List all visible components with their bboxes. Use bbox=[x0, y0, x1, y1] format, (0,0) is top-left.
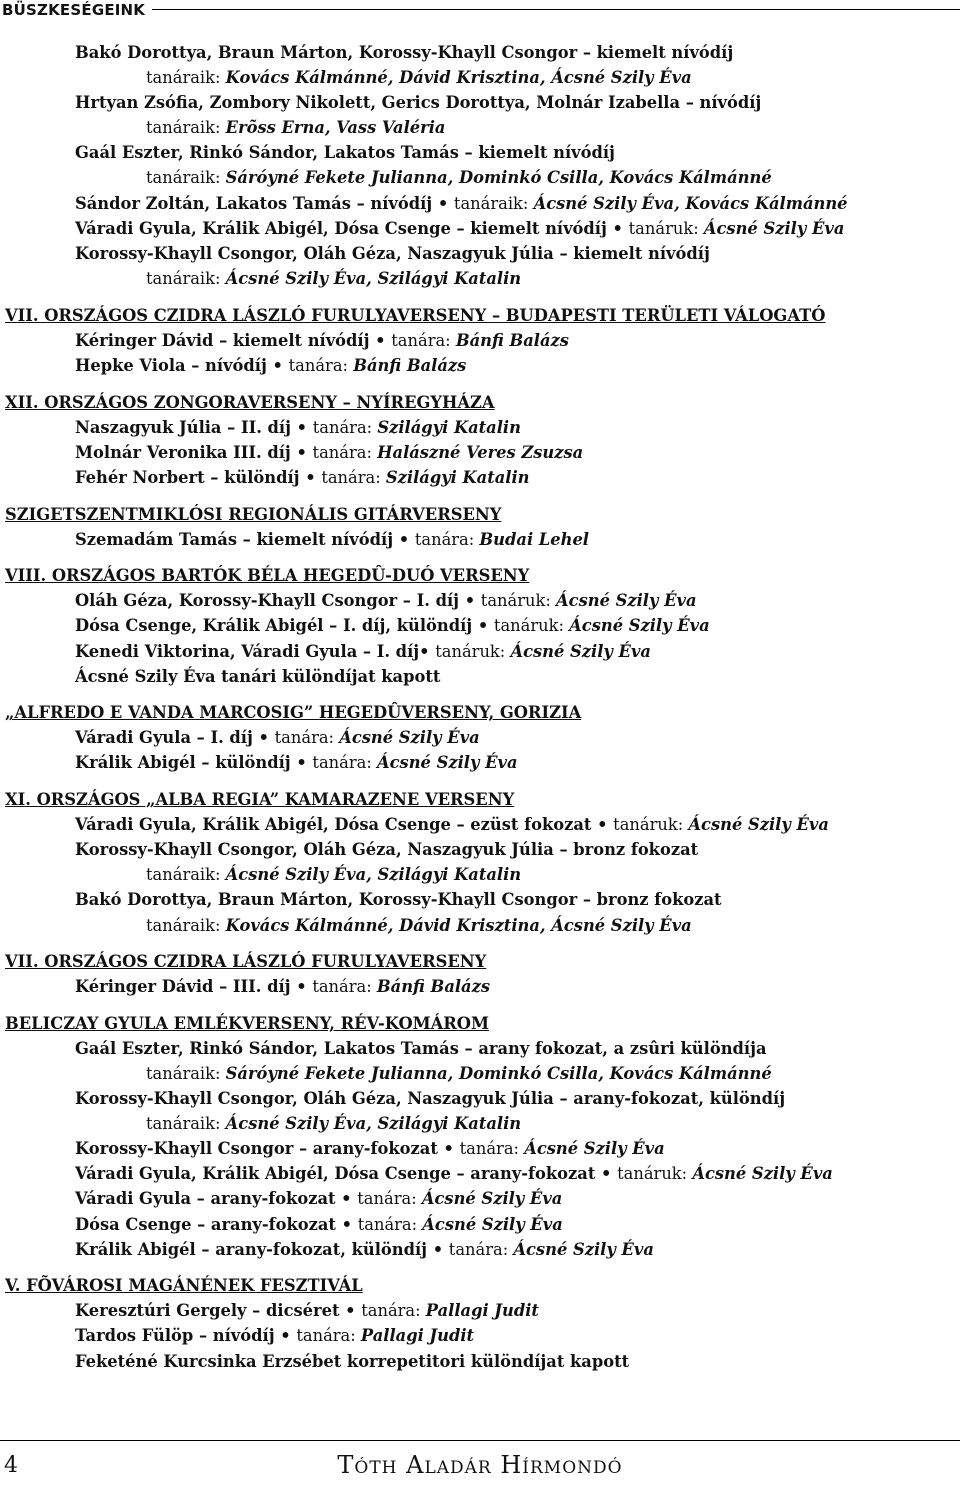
teacher-line bbox=[0, 913, 960, 938]
award-text: Králik Abigél – különdíj • bbox=[75, 753, 313, 773]
teacher-label: tanáruk: bbox=[613, 815, 689, 835]
teacher-label: tanára: bbox=[312, 977, 377, 997]
award-text: Korossy-Khayll Csongor, Oláh Géza, Naszagyuk Júlia – arany-fokozat, különdíj bbox=[75, 1089, 786, 1109]
heading-text: VIII. ORSZÁGOS BARTÓK BÉLA HEGEDÛ-DUÓ VERSENY bbox=[5, 566, 530, 586]
award-text: Kéringer Dávid – kiemelt nívódíj • bbox=[75, 331, 392, 351]
teacher-names: Ácsné Szily Éva bbox=[688, 815, 829, 835]
award-text: Molnár Veronika III. díj • bbox=[75, 442, 313, 462]
heading-text: BELICZAY GYULA EMLÉKVERSENY, RÉV-KOMÁROM bbox=[5, 1013, 490, 1033]
award-text: Kéringer Dávid – III. díj • bbox=[75, 977, 313, 997]
award-text: Szemadám Tamás – kiemelt nívódíj • bbox=[75, 529, 415, 549]
award-entry bbox=[0, 241, 960, 266]
award-entry bbox=[0, 1136, 960, 1161]
award-text: Dósa Csenge – arany-fokozat • bbox=[75, 1214, 358, 1234]
teacher-label: tanára: bbox=[321, 468, 386, 487]
award-entry bbox=[0, 140, 960, 165]
teacher-label: tanára: bbox=[312, 442, 378, 462]
award-text: Keresztúri Gergely – dicséret • bbox=[75, 1301, 362, 1321]
teacher-names: Ácsné Szily Éva, Kovács Kálmánné bbox=[533, 193, 848, 213]
award-text: Váradi Gyula – arany-fokozat • bbox=[75, 1189, 358, 1209]
award-entry bbox=[0, 1086, 960, 1111]
teacher-names: Budai Lehel bbox=[479, 529, 589, 549]
award-text: Kenedi Viktorina, Váradi Gyula – I. díj• bbox=[75, 641, 436, 661]
award-entry bbox=[0, 1036, 960, 1061]
section-title: BÜSZKESÉGEINK bbox=[2, 1, 146, 19]
award-entry bbox=[0, 1237, 960, 1262]
competition-heading bbox=[0, 563, 960, 588]
teacher-names: Ácsné Szily Éva bbox=[524, 1139, 665, 1159]
competition-heading bbox=[0, 1011, 960, 1036]
teacher-line bbox=[0, 115, 960, 140]
award-entry bbox=[0, 216, 960, 241]
teacher-label: tanára: bbox=[391, 331, 456, 351]
award-text: Hrtyan Zsófia, Zombory Nikolett, Gerics Dorottya, Molnár Izabella – nívódíj bbox=[75, 93, 762, 113]
teacher-label: tanáraik: bbox=[146, 68, 226, 88]
competition-heading bbox=[0, 303, 960, 328]
award-text: Naszagyuk Júlia – II. díj • bbox=[75, 417, 313, 437]
competition-heading bbox=[0, 1273, 960, 1298]
award-entry bbox=[0, 328, 960, 353]
award-text: Váradi Gyula – I. díj • bbox=[75, 728, 275, 748]
teacher-names: Szilágyi Katalin bbox=[385, 468, 530, 487]
competition-heading bbox=[0, 700, 960, 725]
teacher-line bbox=[0, 65, 960, 90]
teacher-label: tanáraik: bbox=[146, 118, 226, 138]
teacher-names: Ácsné Szily Éva bbox=[556, 591, 697, 611]
award-text: Ácsné Szily Éva tanári különdíjat kapott bbox=[75, 666, 441, 686]
publication-title: Tóth Aladár Hírmondó bbox=[337, 1451, 623, 1479]
award-text: Feketéné Kurcsinka Erzsébet korrepetitori különdíjat kapott bbox=[75, 1351, 630, 1371]
award-text: Fehér Norbert – különdíj • bbox=[75, 468, 322, 487]
teacher-names: Ácsné Szily Éva bbox=[339, 728, 480, 748]
teacher-names: Bánfi Balázs bbox=[455, 331, 569, 351]
teacher-names: Ácsné Szily Éva bbox=[421, 1189, 563, 1209]
teacher-label: tanáraik: bbox=[146, 915, 226, 935]
teacher-label: tanára: bbox=[312, 417, 378, 437]
award-entry bbox=[0, 527, 960, 552]
teacher-label: tanáruk: bbox=[493, 616, 570, 636]
teacher-label: tanáraik: bbox=[146, 268, 226, 288]
award-entry bbox=[0, 415, 960, 440]
footer-rule bbox=[0, 1440, 960, 1441]
teacher-names: Ácsné Szily Éva, Szilágyi Katalin bbox=[225, 865, 522, 885]
teacher-names: Sáróyné Fekete Julianna, Dominkó Csilla, Kovács Kálmánné bbox=[225, 1063, 772, 1083]
award-entry bbox=[0, 613, 960, 638]
award-entry bbox=[0, 750, 960, 775]
page-footer bbox=[0, 1440, 960, 1490]
teacher-label: tanára: bbox=[312, 753, 377, 773]
award-entry bbox=[0, 812, 960, 837]
teacher-label: tanáraik: bbox=[146, 1114, 226, 1134]
teacher-label: tanáraik: bbox=[146, 168, 226, 188]
teacher-label: tanára: bbox=[459, 1139, 525, 1159]
award-text: Bakó Dorottya, Braun Márton, Korossy-Khayll Csongor – bronz fokozat bbox=[75, 890, 722, 910]
award-entry bbox=[0, 191, 960, 216]
teacher-names: Bánfi Balázs bbox=[376, 977, 491, 997]
award-entry bbox=[0, 353, 960, 378]
teacher-line bbox=[0, 165, 960, 190]
competition-heading bbox=[0, 787, 960, 812]
teacher-names: Ácsné Szily Éva bbox=[692, 1164, 833, 1184]
teacher-label: tanáruk: bbox=[628, 218, 704, 238]
teacher-line bbox=[0, 862, 960, 887]
teacher-names: Ácsné Szily Éva, Szilágyi Katalin bbox=[225, 1114, 522, 1134]
teacher-names: Ácsné Szily Éva bbox=[377, 753, 518, 773]
award-entry bbox=[0, 974, 960, 999]
heading-text: „ALFREDO E VANDA MARCOSIG” HEGEDÛVERSENY, GORIZIA bbox=[5, 703, 582, 723]
teacher-line bbox=[0, 1111, 960, 1136]
heading-text: VII. ORSZÁGOS CZIDRA LÁSZLÓ FURULYAVERSENY bbox=[5, 952, 487, 972]
teacher-label: tanáruk: bbox=[617, 1164, 693, 1184]
heading-text: XI. ORSZÁGOS „ALBA REGIA” KAMARAZENE VERSENY bbox=[5, 790, 515, 810]
teacher-label: tanáraik: bbox=[146, 1063, 226, 1083]
award-text: Gaál Eszter, Rinkó Sándor, Lakatos Tamás – kiemelt nívódíj bbox=[75, 143, 615, 163]
teacher-label: tanáraik: bbox=[146, 865, 226, 885]
teacher-names: Ácsné Szily Éva bbox=[510, 641, 651, 661]
teacher-names: Pallagi Judit bbox=[425, 1301, 539, 1321]
competition-heading bbox=[0, 502, 960, 527]
heading-text: VII. ORSZÁGOS CZIDRA LÁSZLÓ FURULYAVERSENY – BUDAPESTI TERÜLETI VÁLOGATÓ bbox=[5, 305, 826, 325]
award-entry bbox=[0, 725, 960, 750]
award-entry bbox=[0, 1161, 960, 1186]
teacher-names: Szilágyi Katalin bbox=[377, 417, 521, 437]
heading-text: SZIGETSZENTMIKLÓSI REGIONÁLIS GITÁRVERSENY bbox=[5, 504, 502, 524]
competition-heading bbox=[0, 390, 960, 415]
award-text: Oláh Géza, Korossy-Khayll Csongor – I. díj • bbox=[75, 591, 481, 611]
award-text: Bakó Dorottya, Braun Márton, Korossy-Khayll Csongor – kiemelt nívódíj bbox=[75, 43, 734, 62]
award-text: Dósa Csenge, Králik Abigél – I. díj, különdíj • bbox=[75, 616, 494, 636]
award-text: Korossy-Khayll Csongor, Oláh Géza, Naszagyuk Júlia – bronz fokozat bbox=[75, 840, 699, 860]
award-entry bbox=[0, 465, 960, 490]
teacher-names: Ácsné Szily Éva bbox=[513, 1239, 654, 1259]
award-entry bbox=[0, 440, 960, 465]
teacher-label: tanára: bbox=[296, 1326, 361, 1346]
teacher-names: Halászné Veres Zsuzsa bbox=[377, 442, 584, 462]
teacher-line bbox=[0, 266, 960, 291]
award-entry bbox=[0, 40, 960, 65]
award-entry bbox=[0, 1323, 960, 1348]
award-text: Váradi Gyula, Králik Abigél, Dósa Csenge – kiemelt nívódíj • bbox=[75, 218, 629, 238]
teacher-label: tanára: bbox=[274, 728, 340, 748]
teacher-names: Kovács Kálmánné, Dávid Krisztina, Ácsné Szily Éva bbox=[225, 68, 692, 88]
award-entry bbox=[0, 887, 960, 912]
achievements-list bbox=[0, 40, 960, 1374]
award-entry bbox=[0, 837, 960, 862]
teacher-label: tanára: bbox=[448, 1239, 514, 1259]
heading-text: XII. ORSZÁGOS ZONGORAVERSENY – NYÍREGYHÁZA bbox=[5, 392, 495, 412]
heading-text: V. FÕVÁROSI MAGÁNÉNEK FESZTIVÁL bbox=[5, 1276, 363, 1296]
teacher-label: tanára: bbox=[357, 1214, 423, 1234]
competition-heading bbox=[0, 949, 960, 974]
award-text: Sándor Zoltán, Lakatos Tamás – nívódíj • bbox=[75, 193, 454, 213]
teacher-label: tanáruk: bbox=[480, 591, 557, 611]
teacher-label: tanáraik: bbox=[453, 193, 534, 213]
header-rule bbox=[152, 9, 960, 10]
award-text: Váradi Gyula, Králik Abigél, Dósa Csenge – arany-fokozat • bbox=[75, 1164, 618, 1184]
award-text: Králik Abigél – arany-fokozat, különdíj • bbox=[75, 1239, 449, 1259]
teacher-names: Ácsné Szily Éva bbox=[703, 218, 845, 238]
award-entry bbox=[0, 1186, 960, 1211]
page-header bbox=[0, 0, 960, 22]
award-entry bbox=[0, 1298, 960, 1323]
teacher-label: tanára: bbox=[414, 529, 480, 549]
award-text: Hepke Viola – nívódíj • bbox=[75, 356, 289, 376]
teacher-names: Ácsné Szily Éva, Szilágyi Katalin bbox=[225, 268, 522, 288]
teacher-names: Pallagi Judit bbox=[360, 1326, 475, 1346]
award-entry bbox=[0, 90, 960, 115]
page-number: 4 bbox=[4, 1453, 18, 1478]
teacher-names: Bánfi Balázs bbox=[353, 356, 467, 376]
teacher-label: tanára: bbox=[361, 1301, 426, 1321]
award-text: Tardos Fülöp – nívódíj • bbox=[75, 1326, 297, 1346]
award-entry bbox=[0, 664, 960, 689]
teacher-names: Kovács Kálmánné, Dávid Krisztina, Ácsné Szily Éva bbox=[225, 915, 692, 935]
award-entry bbox=[0, 588, 960, 613]
teacher-label: tanára: bbox=[357, 1189, 422, 1209]
award-text: Gaál Eszter, Rinkó Sándor, Lakatos Tamás – arany fokozat, a zsûri különdíja bbox=[75, 1038, 767, 1058]
award-text: Korossy-Khayll Csongor – arany-fokozat • bbox=[75, 1139, 460, 1159]
teacher-label: tanáruk: bbox=[435, 641, 511, 661]
teacher-names: Erõss Erna, Vass Valéria bbox=[225, 118, 446, 138]
award-text: Korossy-Khayll Csongor, Oláh Géza, Naszagyuk Júlia – kiemelt nívódíj bbox=[75, 243, 710, 263]
award-entry bbox=[0, 639, 960, 664]
teacher-names: Sáróyné Fekete Julianna, Dominkó Csilla, Kovács Kálmánné bbox=[225, 168, 772, 188]
teacher-names: Ácsné Szily Éva bbox=[422, 1214, 563, 1234]
award-entry bbox=[0, 1212, 960, 1237]
teacher-line bbox=[0, 1061, 960, 1086]
teacher-label: tanára: bbox=[288, 356, 354, 376]
award-entry bbox=[0, 1349, 960, 1374]
teacher-names: Ácsné Szily Éva bbox=[569, 616, 710, 636]
award-text: Váradi Gyula, Králik Abigél, Dósa Csenge – ezüst fokozat • bbox=[75, 815, 614, 835]
